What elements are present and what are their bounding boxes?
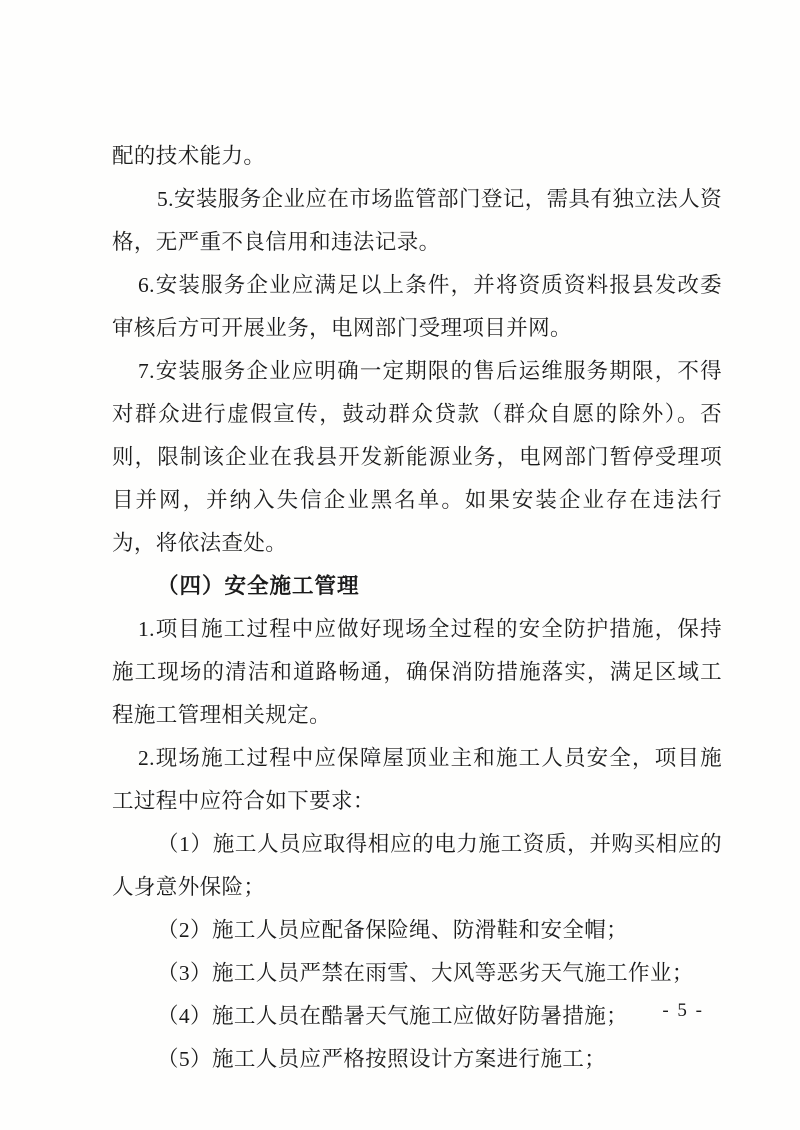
paragraph: （1）施工人员应取得相应的电力施工资质，并购买相应的人身意外保险； (112, 832, 722, 899)
section-heading: （四）安全施工管理 (157, 574, 360, 598)
paragraph: （4）施工人员在酷暑天气施工应做好防暑措施； (157, 1004, 629, 1028)
document-body (112, 135, 722, 1081)
page-number-label: - 5 - (662, 1000, 704, 1021)
paragraph: （2）施工人员应配备保险绳、防滑鞋和安全帽； (157, 918, 629, 942)
paragraph: 7.安装服务企业应明确一定期限的售后运维服务期限，不得对群众进行虚假宣传，鼓动群众贷款（群众自愿的除外）。否则，限制该企业在我县开发新能源业务，电网部门暂停受理项目并网，并纳入失信企业黑名单。如果安装企业存在违法行为，将依法查处。 (112, 359, 722, 555)
paragraph: 6.安装服务企业应满足以上条件，并将资质资料报县发改委审核后方可开展业务，电网部门受理项目并网。 (112, 273, 722, 340)
paragraph: 配的技术能力。 (112, 144, 266, 168)
paragraph: 2.现场施工过程中应保障屋顶业主和施工人员安全，项目施工过程中应符合如下要求： (112, 746, 722, 813)
paragraph: 1.项目施工过程中应做好现场全过程的安全防护措施，保持施工现场的清洁和道路畅通，确保消防措施落实，满足区域工程施工管理相关规定。 (112, 617, 722, 727)
page-number (0, 1000, 722, 1022)
paragraph: （3）施工人员严禁在雨雪、大风等恶劣天气施工作业； (157, 961, 694, 985)
paragraph: （5）施工人员应严格按照设计方案进行施工； (157, 1047, 607, 1071)
paragraph: 5.安装服务企业应在市场监管部门登记，需具有独立法人资格，无严重不良信用和违法记录。 (112, 187, 722, 254)
